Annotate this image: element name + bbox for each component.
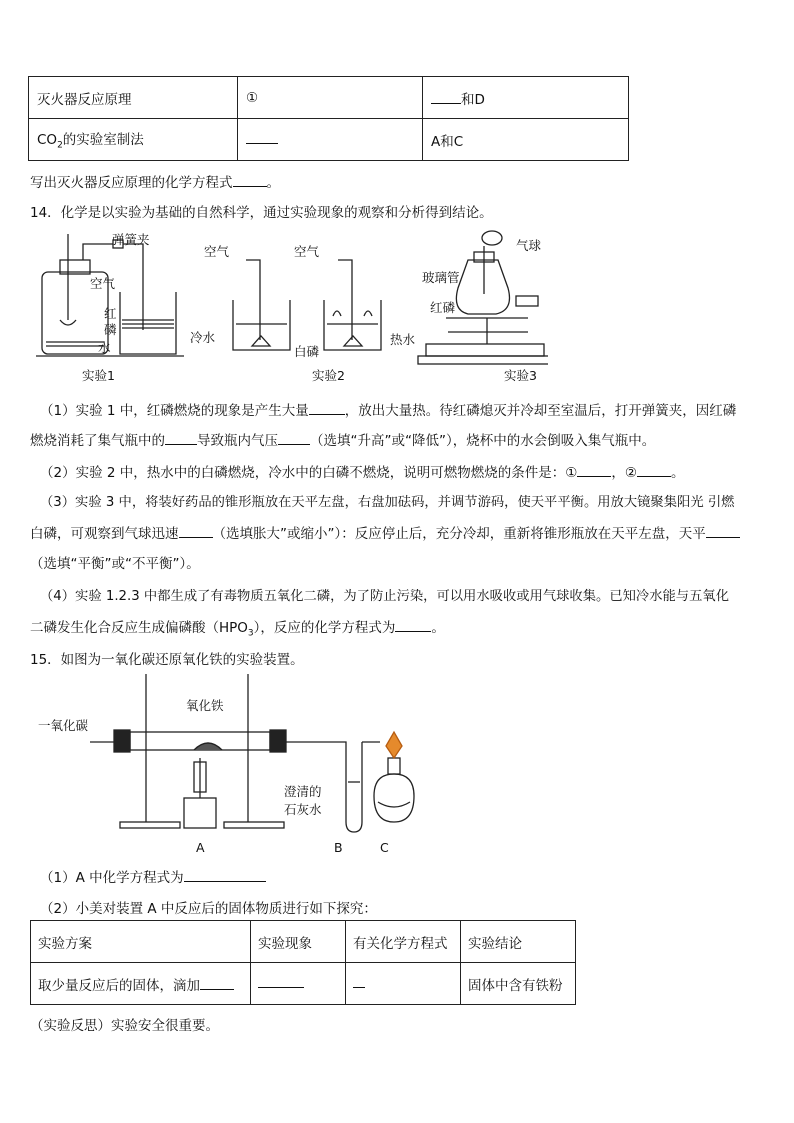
table-header: 实验结论	[461, 921, 576, 963]
cell-text: A和C	[431, 133, 464, 150]
cell-text: CO	[37, 132, 58, 149]
text: 写出灭火器反应原理的化学方程式	[30, 175, 233, 191]
answer-blank[interactable]	[431, 91, 461, 104]
q15-reflection: （实验反思）实验安全很重要。	[30, 1018, 219, 1034]
q14-part1-line2: 燃烧消耗了集气瓶中的 导致瓶内气压 （选填“升高”或“降低”），烧杯中的水会倒吸入集气瓶中。	[30, 433, 656, 449]
answer-blank[interactable]	[577, 464, 611, 477]
subscript: 2	[57, 140, 63, 151]
answer-blank[interactable]	[395, 619, 431, 632]
answer-blank[interactable]	[309, 402, 345, 415]
answer-blank[interactable]	[200, 977, 234, 990]
answer-blank[interactable]	[165, 432, 197, 445]
label-apparatus-c: C	[380, 840, 389, 855]
table-cell	[423, 77, 629, 119]
table-cell: 固体中含有铁粉	[461, 963, 576, 1005]
label-air-left: 空气	[204, 244, 230, 259]
q15-figure	[34, 672, 434, 858]
label-phosphorus: 磷	[104, 322, 117, 337]
q14-part3-line3: （选填“平衡”或“不平衡”）。	[30, 556, 200, 572]
answer-blank[interactable]	[246, 131, 278, 144]
table-row	[31, 963, 576, 1005]
q14-part4-line1: （4）实验 1.2.3 中都生成了有毒物质五氧化二磷，为了防止污染，可以用水吸收或用气球收集。已知冷水能与五氧化	[40, 589, 729, 604]
q14-part4-line2: 二磷发生化合反应生成偏磷酸$(HPO_3)$，反应的化学方程式为 。	[30, 620, 445, 639]
table-cell	[238, 77, 423, 119]
label-spring-clip: 弹簧夹	[112, 232, 150, 247]
label-water: 水	[98, 340, 111, 355]
table-header: 实验现象	[251, 921, 346, 963]
answer-blank[interactable]	[184, 869, 266, 882]
table-header-row	[31, 921, 576, 963]
table-extinguisher	[28, 76, 629, 161]
answer-blank[interactable]	[233, 174, 267, 187]
answer-blank[interactable]	[278, 432, 310, 445]
q15-part2: （2）小美对装置 A 中反应后的固体物质进行如下探究：	[40, 901, 377, 917]
table-cell	[29, 119, 238, 161]
q14-part2: （2）实验 2 中，热水中的白磷燃烧，冷水中的白磷不燃烧，说明可燃物燃烧的条件是：① ，② 。	[40, 465, 685, 481]
label-apparatus-a: A	[196, 840, 205, 855]
answer-blank[interactable]	[258, 975, 304, 988]
table-cell	[29, 77, 238, 119]
caption-exp1: 实验1	[82, 368, 115, 383]
cell-text: ①	[246, 89, 259, 106]
caption-exp2: 实验2	[312, 368, 345, 383]
label-iron-oxide: 氧化铁	[186, 698, 224, 713]
label-carbon-monoxide: 一氧化碳	[38, 718, 89, 733]
q14-part1-line1: （1）实验 1 中，红磷燃烧的现象是产生大量 ，放出大量热。待红磷熄灭并冷却至室温后，打开弹簧夹，因红磷	[40, 403, 737, 419]
label-balloon: 气球	[516, 238, 542, 253]
table-cell: 取少量反应后的固体，滴加	[31, 963, 251, 1005]
q15-stem: 15．如图为一氧化碳还原氧化铁的实验装置。	[30, 652, 304, 668]
table-row	[29, 119, 629, 161]
table-cell	[251, 963, 346, 1005]
answer-blank[interactable]	[706, 525, 740, 538]
q14-stem: 14．化学是以实验为基础的自然科学，通过实验现象的观察和分析得到结论。	[30, 205, 493, 221]
label-cold-water: 冷水	[190, 330, 216, 345]
table-exploration	[30, 920, 576, 1005]
label-red-phosphorus: 红磷	[430, 300, 456, 315]
table-cell	[346, 963, 461, 1005]
cell-text: 和D	[461, 91, 485, 108]
cell-text: 灭火器反应原理	[37, 91, 132, 108]
q15-part1: （1）A 中化学方程式为	[40, 866, 266, 886]
q14-part3-line2: 白磷，可观察到气球迅速 （选填胀大”或缩小”）：反应停止后，充分冷却，重新将锥形瓶放在天平左盘，天平	[30, 522, 740, 542]
co-reduction-apparatus	[34, 672, 434, 858]
label-air-right: 空气	[294, 244, 320, 259]
q14-figure	[28, 224, 548, 388]
label-air: 空气	[90, 276, 116, 291]
question-line: 写出灭火器反应原理的化学方程式 。	[30, 175, 280, 191]
answer-blank[interactable]	[179, 525, 213, 538]
table-row	[29, 77, 629, 119]
label-red: 红	[104, 306, 117, 321]
table-cell	[423, 119, 629, 161]
label-apparatus-b: B	[334, 840, 343, 855]
caption-exp3: 实验3	[504, 368, 537, 383]
q14-part3-line1: （3）实验 3 中，将装好药品的锥形瓶放在天平左盘，右盘加砝码，并调节游码，使天平平衡。用放大镜聚集阳光 引燃	[40, 495, 735, 510]
answer-blank[interactable]	[637, 464, 671, 477]
label-glass-tube: 玻璃管	[422, 270, 460, 285]
label-limewater-line2: 石灰水	[284, 802, 322, 817]
table-header: 有关化学方程式	[346, 921, 461, 963]
answer-blank[interactable]	[353, 975, 365, 988]
table-header: 实验方案	[31, 921, 251, 963]
cell-text: 的实验室制法	[62, 132, 144, 149]
table-cell	[238, 119, 423, 161]
label-white-phosphorus: 白磷	[294, 344, 320, 359]
label-hot-water: 热水	[390, 332, 416, 347]
label-limewater-line1: 澄清的	[284, 784, 322, 799]
